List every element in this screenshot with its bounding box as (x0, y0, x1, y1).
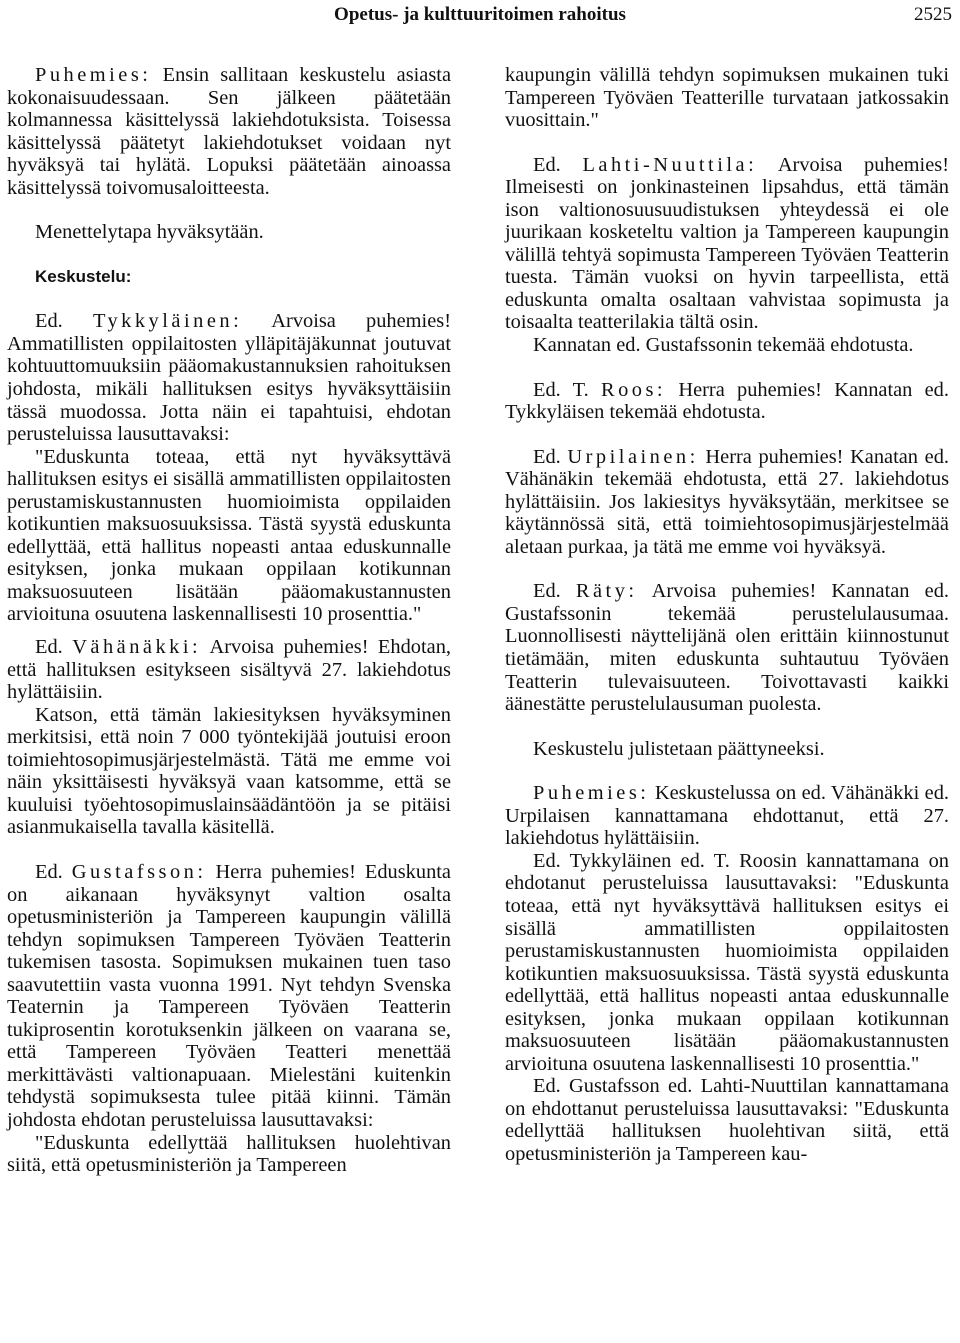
speech-text: Herra puhemies! Eduskunta on aikanaan hyväksynyt valtion osalta opetusministeriön ja Tampereen kaupungin välillä tehdyn sopimuksen Tampereen Työväen Teatterin tukemisen tasosta. Sopimuksen mukainen tuen taso saavutettiin vasta vuonna 1991. Nyt tehdyn Svenska Teaternin ja Tampereen Työväen Teatterin tukiprosentin korotuksenkin jälkeen on vaarana se, että Tampereen Työväen Teatteri menettää merkittävästi valtionapuaan. Mielestäni kuitenkin tehdystä sopimuksesta tulee pitää kiinni. Tämän johdosta ehdotan perusteluissa lausuttavaksi: (7, 860, 451, 1131)
speaker-name: Vähänäkki: (72, 636, 202, 659)
paragraph (505, 154, 949, 334)
speaker-prefix: Ed. (35, 860, 72, 883)
running-title: Opetus- ja kulttuuritoimen rahoitus (334, 4, 626, 25)
speaker-prefix: Ed. (533, 153, 583, 176)
speaker-name: Lahti-Nuuttila: (582, 153, 758, 176)
paragraph (7, 310, 451, 445)
paragraph: "Eduskunta toteaa, että nyt hyväksyttävä hallituksen esitys ei sisällä ammatillisten oppilaitosten perustamiskustannusten huomioimista oppilaiden kotikuntien maksuosuuksissa. Tästä syystä eduskunta edellyttää, että hallitus nopeasti antaa eduskunnalle esityksen, jonka mukaan oppilaan kotikunnan maksuosuuteen lisätään pääomakustannusten arvioituna osuutena laskennallisesti 10 prosenttia." (7, 445, 451, 626)
paragraph: Kannatan ed. Gustafssonin tekemää ehdotusta. (533, 334, 914, 357)
speaker-name: Urpilainen: (567, 445, 699, 468)
right-column (505, 64, 949, 1166)
speaker-prefix: Ed. (35, 636, 73, 659)
paragraph (505, 580, 949, 715)
paragraph: Ed. Tykkyläinen ed. T. Roosin kannattamana on ehdotanut perusteluissa lausuttavaksi: "Eduskunta toteaa, että nyt hyväksyttävä hallituksen esitys ei sisällä ammatillisten oppilaitosten perustamiskustannusten huomioimista oppilaiden kotikuntien maksuosuuksissa. Tästä syystä eduskunta edellyttää, että hallitus nopeasti antaa eduskunnalle esityksen, jonka mukaan oppilaan kotikunnan maksuosuuteen lisätään pääomakustannusten arvioituna osuutena laskennallisesti 10 prosenttia." (505, 849, 949, 1075)
speaker-name: Tykkyläinen: (92, 310, 243, 333)
speech-text: Keskustelussa on ed. Vähänäkki ed. Urpilaisen kannattamana ehdottanut, että 27. lakiehdotus hylättäisiin. (505, 782, 949, 850)
paragraph: kaupungin välillä tehdyn sopimuksen mukainen tuki Tampereen Työväen Teatterille turvataan jatkossakin vuosittain." (505, 64, 949, 132)
paragraph (505, 379, 949, 424)
section-heading: Keskustelu: (35, 266, 132, 286)
speech-text: Arvoisa puhemies! Kannatan ed. Gustafssonin tekemää perustelulausumaa. Luonnollisesti näyttelijänä olen erittäin kiinnostunut tietämään, miten eduskunta suhtautuu Työväen Teatterin tulevaisuuteen. Toivottavasti kaikki äänestätte perustelulausuman puolesta. (505, 580, 949, 716)
paragraph: Menettelytapa hyväksytään. (35, 221, 264, 244)
page-header (0, 0, 960, 30)
speaker-prefix: Ed. T. (533, 378, 601, 401)
page-number: 2525 (914, 4, 952, 25)
speaker-name: Räty: (575, 580, 638, 603)
speaker-prefix: Ed. (35, 310, 93, 333)
paragraph (7, 64, 451, 199)
paragraph (505, 446, 949, 559)
paragraph (7, 636, 451, 704)
left-column (7, 64, 451, 1177)
speaker-prefix: Ed. (533, 580, 576, 603)
speech-text: Arvoisa puhemies! Ammatillisten oppilaitosten ylläpitäjäkunnat joutuvat kohtuuttomuuksiin pääomakustannuksien rahoituksen johdosta, mikäli hallituksen esitys hyväksyttäisiin tässä muodossa. Jotta näin ei tapahtuisi, ehdotan perusteluissa lausuttavaksi: (7, 310, 451, 446)
speaker-name: Gustafsson: (71, 860, 207, 883)
speech-text: Herra puhemies! Kannatan ed. Tykkyläisen tekemää ehdotusta. (505, 378, 949, 424)
paragraph: Keskustelu julistetaan päättyneeksi. (533, 737, 825, 760)
speech-text: Herra puhemies! Kanatan ed. Vähänäkin tekemää ehdotusta, että 27. lakiehdotus hylättäisiin. Jos lakiesitys hyväksytään, merkitsee se käytännössä sitä, että toimiehtosopimusjärjestelmää aletaan purkaa, ja tätä me emme voi hyväksyä. (505, 445, 949, 558)
speaker-name: Puhemies: (533, 782, 650, 805)
speech-text: Ensin sallitaan keskustelu asiasta kokonaisuudessaan. Sen jälkeen päätetään kolmannessa käsittelyssä lakiehdotuksista. Toisessa käsittelyssä päätetyt lakiehdotukset voidaan nyt hyväksyä tai hylätä. Lopuksi päätetään ainoassa käsittelyssä toivomusaloitteesta. (7, 64, 451, 199)
paragraph (7, 861, 451, 1132)
paragraph: Ed. Gustafsson ed. Lahti-Nuuttilan kannattamana on ehdottanut perusteluissa lausuttavaksi: "Eduskunta edellyttää hallituksen huolehtivan siitä, että opetusministeriön ja Tampereen kau- (505, 1075, 949, 1165)
speaker-name: Roos: (600, 378, 667, 401)
speech-text: Arvoisa puhemies! Ehdotan, että hallituksen esitykseen sisältyvä 27. lakiehdotus hylättäisiin. (7, 636, 451, 704)
speech-text: Arvoisa puhemies! Ilmeisesti on jonkinasteinen lipsahdus, että tämän ison valtionosuusuudistuksen yhteydessä ei ole juurikaan kosketeltu valtion ja Tampereen kaupungin välillä tehtyä sopimusta Tampereen Työväen Teatterin tuesta. Tämän vuoksi on hyvin tarpeellista, että eduskunta omalta osaltaan vahvistaa sopimusta ja toisaalta teatterilakia tältä osin. (505, 153, 949, 334)
speaker-prefix: Ed. (533, 445, 568, 468)
paragraph: "Eduskunta edellyttää hallituksen huolehtivan siitä, että opetusministeriön ja Tampereen (7, 1131, 451, 1177)
paragraph (505, 782, 949, 850)
paragraph: Katson, että tämän lakiesityksen hyväksyminen merkitsisi, että noin 7 000 työntekijää joutuisi eroon toimiehtosopimusjärjestelmästä. Tätä me emme voi näin yksittäisesti hyväksyä vaan katsomme, että se kuuluisi työehtosopimuslainsäädäntöön ja se pitäisi asianmukaisella tavalla käsitellä. (7, 703, 451, 839)
speaker-name: Puhemies: (35, 64, 152, 86)
